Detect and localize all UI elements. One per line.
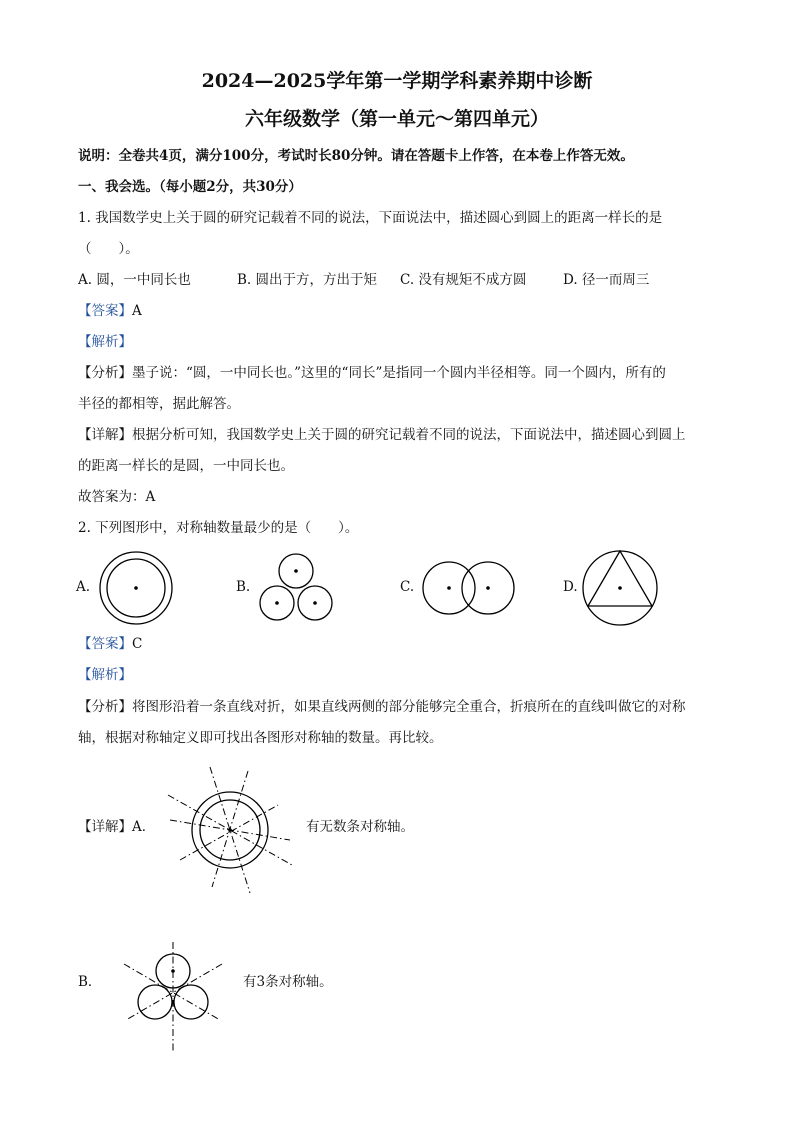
analysis-text: 将图形沿着一条直线对折，如果直线两侧的部分能够完全重合，折痕所在的直线叫做它的对称 xyxy=(132,699,686,715)
q2-detail-a-text: 有无数条对称轴。 xyxy=(306,819,414,835)
q1-stem-line1: 1. 我国数学史上关于圆的研究记载着不同的说法，下面说法中，描述圆心到圆上的距离一样长的是 xyxy=(78,210,663,226)
analysis-label: 【分析】 xyxy=(78,365,132,381)
q2-detail-b-text: 有3条对称轴。 xyxy=(243,974,333,990)
q1-analysis-tag: 【解析】 xyxy=(78,334,132,350)
q2-analysis-line1 xyxy=(78,698,686,716)
analysis-label: 【分析】 xyxy=(78,699,132,715)
answer-value: C xyxy=(132,636,143,652)
section-heading: 一、我会选。（每小题2分，共30分） xyxy=(78,179,302,195)
analysis-text: 墨子说：“圆，一中同长也。”这里的“同长”是指同一个圆内半径相等。同一个圆内，所有的 xyxy=(132,365,666,381)
figure-triangle-in-circle xyxy=(582,548,662,628)
figure-two-circles xyxy=(420,558,520,618)
q2-option-c-label: C. xyxy=(400,579,415,595)
q1-conclusion: 故答案为：A xyxy=(78,489,156,505)
q1-answer xyxy=(78,302,142,320)
figure-three-circles xyxy=(256,550,336,626)
figure-concentric-circles xyxy=(96,550,176,630)
q1-option-c: C. 没有规矩不成方圆 xyxy=(400,272,527,288)
q1-option-a: A. 圆，一中同长也 xyxy=(78,272,191,288)
q1-detail-line2: 的距离一样长的是圆，一中同长也。 xyxy=(78,458,294,474)
figure-detail-b-axes xyxy=(120,940,230,1055)
q2-option-a-label: A. xyxy=(76,579,91,595)
q2-detail-b-label: B． xyxy=(78,974,102,990)
detail-label: 【详解】 xyxy=(78,819,132,835)
q1-analysis-line2: 半径的都相等，据此解答。 xyxy=(78,396,240,412)
answer-value: A xyxy=(132,303,142,319)
q2-analysis-line2: 轴，根据对称轴定义即可找出各图形对称轴的数量。再比较。 xyxy=(78,730,443,746)
answer-tag: 【答案】 xyxy=(78,636,132,652)
answer-tag: 【答案】 xyxy=(78,303,132,319)
figure-detail-a-axes xyxy=(160,765,300,895)
q1-detail-line1 xyxy=(78,426,686,444)
detail-a-label: A． xyxy=(132,819,156,835)
q2-option-d-label: D. xyxy=(563,579,578,595)
detail-text: 根据分析可知，我国数学史上关于圆的研究记载着不同的说法，下面说法中，描述圆心到圆上 xyxy=(132,427,686,443)
q1-option-b: B. 圆出于方，方出于矩 xyxy=(237,272,378,288)
q1-stem-line2: （ ）。 xyxy=(78,241,139,257)
q1-analysis-line1 xyxy=(78,364,666,382)
q1-option-d: D. 径一而周三 xyxy=(563,272,650,288)
detail-label: 【详解】 xyxy=(78,427,132,443)
page-title: 2024—2025学年第一学期学科素养期中诊断 xyxy=(201,70,593,92)
instructions: 说明：全卷共4页，满分100分，考试时长80分钟。请在答题卡上作答，在本卷上作答无效。 xyxy=(78,148,634,164)
q2-analysis-tag: 【解析】 xyxy=(78,667,132,683)
q2-stem: 2. 下列图形中，对称轴数量最少的是（ ）。 xyxy=(78,520,359,536)
q2-detail-a xyxy=(78,818,155,836)
page-subtitle: 六年级数学（第一单元～第四单元） xyxy=(244,108,549,130)
q2-option-b-label: B. xyxy=(236,579,251,595)
q2-answer xyxy=(78,635,142,653)
